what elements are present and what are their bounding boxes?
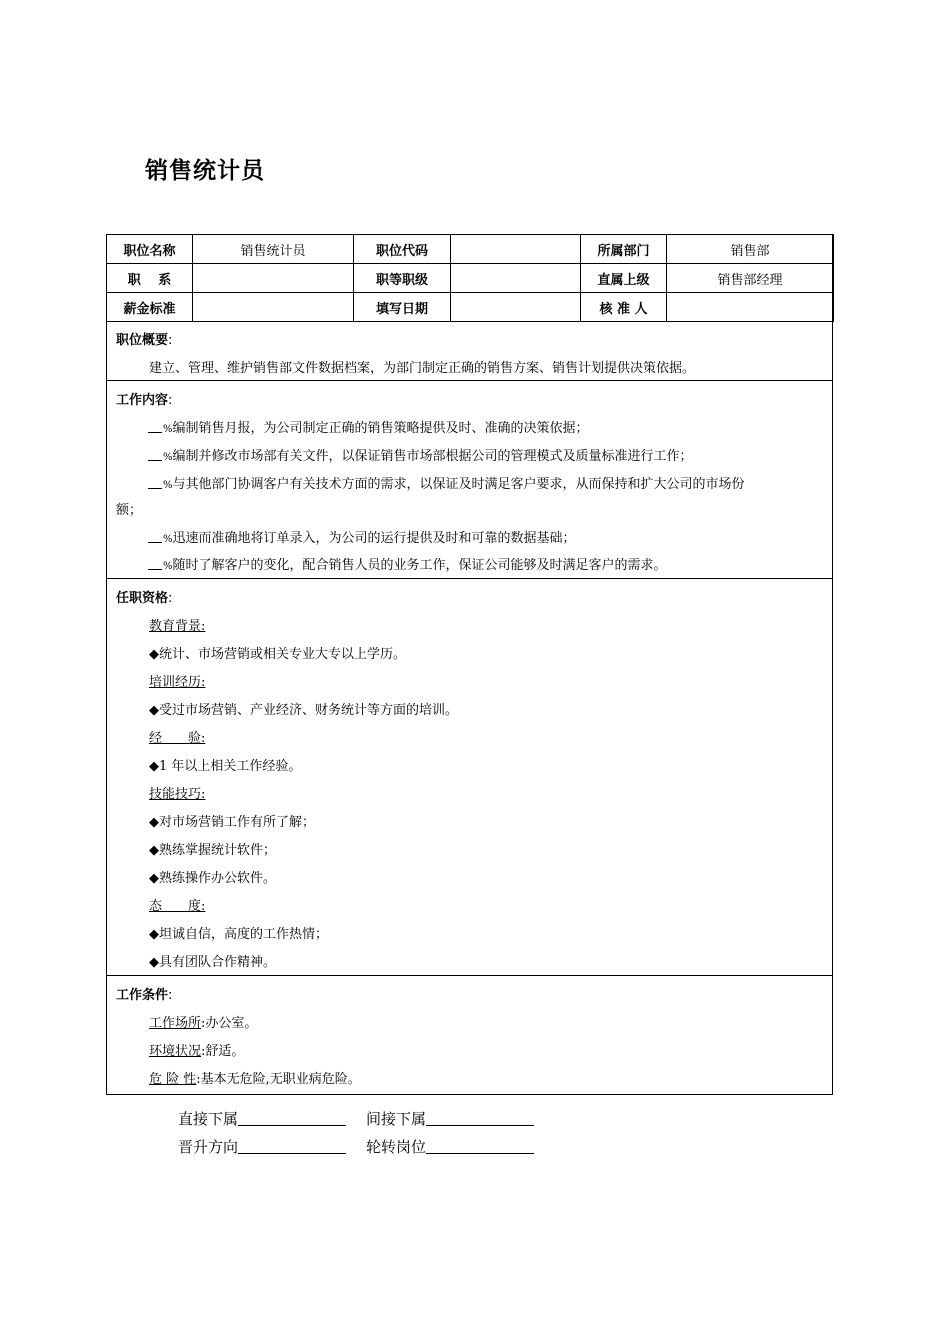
experience-label: 经 验: — [149, 731, 206, 746]
grade-label: 职等职级 — [354, 264, 451, 293]
page-title: 销售统计员 — [145, 158, 265, 184]
department-value: 销售部 — [667, 235, 834, 264]
education-item: ◆统计、市场营销或相关专业大专以上学历。 — [149, 647, 406, 662]
duty-item: %随时了解客户的变化，配合销售人员的业务工作，保证公司能够及时满足客户的需求。 — [148, 554, 667, 573]
fill-date-value — [451, 293, 581, 322]
header-row — [107, 235, 834, 264]
duty-item: %编制并修改市场部有关文件，以保证销售市场部根据公司的管理模式及质量标准进行工作； — [148, 445, 693, 464]
section-divider — [106, 578, 833, 579]
attitude-item: ◆具有团队合作精神。 — [149, 955, 276, 970]
position-code-label: 职位代码 — [354, 235, 451, 264]
duty-item: %迅速而准确地将订单录入，为公司的运行提供及时和可靠的数据基础； — [148, 527, 576, 546]
supervisor-value: 销售部经理 — [667, 264, 834, 293]
section-divider — [106, 380, 833, 381]
header-row — [107, 264, 834, 293]
skill-item: ◆对市场营销工作有所了解； — [149, 815, 315, 830]
salary-value — [193, 293, 354, 322]
skill-item: ◆熟练操作办公软件。 — [149, 871, 276, 886]
skill-item: ◆熟练掌握统计软件； — [149, 843, 276, 858]
fill-date-label: 填写日期 — [354, 293, 451, 322]
department-label: 所属部门 — [581, 235, 667, 264]
education-label: 教育背景: — [149, 619, 206, 634]
rotation-field[interactable]: 轮转岗位 — [366, 1136, 534, 1157]
direct-subordinate-field[interactable]: 直接下属 — [178, 1108, 346, 1129]
duty-item-wrap: 额； — [116, 503, 143, 518]
header-table — [106, 234, 834, 322]
experience-item: ◆1 年以上相关工作经验。 — [149, 759, 302, 774]
conditions-section-title: 工作条件: — [116, 988, 173, 1003]
indirect-subordinate-field[interactable]: 间接下属 — [366, 1108, 534, 1129]
summary-section-title: 职位概要: — [116, 333, 173, 348]
grade-value — [451, 264, 581, 293]
salary-label: 薪金标准 — [107, 293, 193, 322]
approver-label: 核 准 人 — [581, 293, 667, 322]
position-name-value: 销售统计员 — [193, 235, 354, 264]
duty-item: %编制销售月报，为公司制定正确的销售策略提供及时、准确的决策依据； — [148, 417, 589, 436]
job-family-label: 职 系 — [107, 264, 193, 293]
duty-item: %与其他部门协调客户有关技术方面的需求，以保证及时满足客户要求，从而保持和扩大公司的市场份 — [148, 473, 745, 492]
environment-line: 环境状况:舒适。 — [149, 1044, 245, 1059]
position-name-label: 职位名称 — [107, 235, 193, 264]
attitude-label: 态 度: — [149, 899, 206, 914]
attitude-item: ◆坦诚自信，高度的工作热情； — [149, 927, 328, 942]
position-code-value — [451, 235, 581, 264]
training-label: 培训经历: — [149, 675, 206, 690]
header-row — [107, 293, 834, 322]
section-divider — [106, 975, 833, 976]
approver-value — [667, 293, 834, 322]
duties-section-title: 工作内容: — [116, 393, 173, 408]
work-place-line: 工作场所:办公室。 — [149, 1016, 258, 1031]
qualifications-section-title: 任职资格: — [116, 591, 173, 606]
training-item: ◆受过市场营销、产业经济、财务统计等方面的培训。 — [149, 703, 458, 718]
skills-label: 技能技巧: — [149, 787, 206, 802]
summary-text: 建立、管理、维护销售部文件数据档案，为部门制定正确的销售方案、销售计划提供决策依据。 — [149, 361, 696, 376]
job-family-value — [193, 264, 354, 293]
supervisor-label: 直属上级 — [581, 264, 667, 293]
promotion-field[interactable]: 晋升方向 — [178, 1136, 346, 1157]
risk-line: 危 险 性:基本无危险,无职业病危险。 — [149, 1072, 361, 1087]
